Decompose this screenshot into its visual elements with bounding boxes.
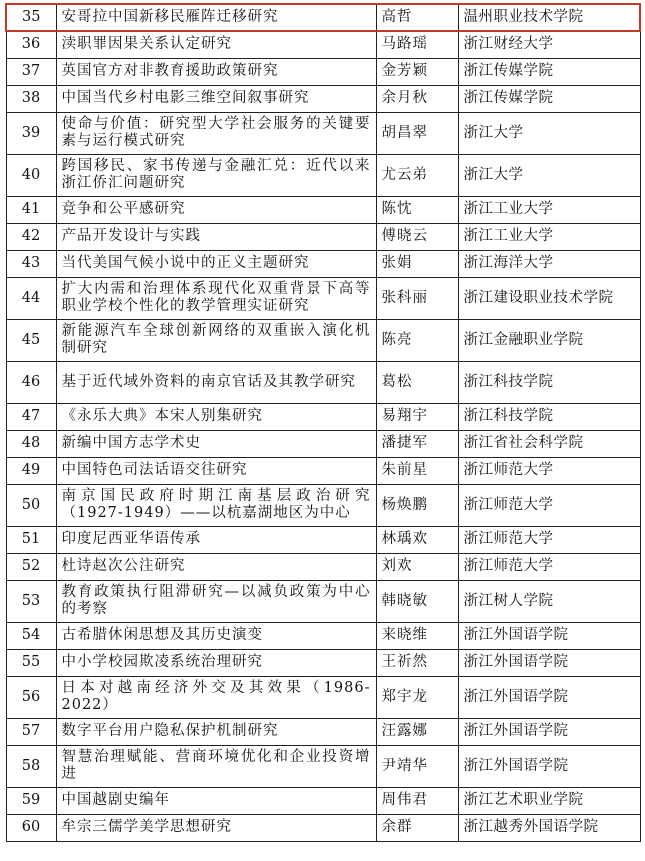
project-table: [5, 3, 641, 842]
researcher-name: 易翔宇: [376, 403, 458, 430]
project-title: 新编中国方志学术史: [56, 430, 376, 457]
row-number: 45: [6, 319, 56, 361]
table-row[interactable]: [6, 31, 640, 58]
institution: 浙江工业大学: [458, 223, 640, 250]
project-title: 中国当代乡村电影三维空间叙事研究: [56, 85, 376, 112]
institution: 浙江科技学院: [458, 361, 640, 403]
project-title: 跨国移民、家书传递与金融汇兑：近代以来浙江侨汇问题研究: [56, 154, 376, 196]
project-title: 渎职罪因果关系认定研究: [56, 31, 376, 58]
table-row[interactable]: [6, 250, 640, 277]
table-row[interactable]: [6, 676, 640, 718]
researcher-name: 余月秋: [376, 85, 458, 112]
researcher-name: 尤云弟: [376, 154, 458, 196]
researcher-name: 马路瑶: [376, 31, 458, 58]
row-number: 60: [6, 814, 56, 841]
institution: 温州职业技术学院: [458, 4, 640, 31]
researcher-name: 来晓维: [376, 622, 458, 649]
project-title: 竞争和公平感研究: [56, 196, 376, 223]
project-title: 牟宗三儒学美学思想研究: [56, 814, 376, 841]
project-title: 使命与价值：研究型大学社会服务的关键要素与运行模式研究: [56, 112, 376, 154]
row-number: 39: [6, 112, 56, 154]
project-title: 安哥拉中国新移民雁阵迁移研究: [56, 4, 376, 31]
table-row[interactable]: [6, 112, 640, 154]
researcher-name: 尹靖华: [376, 745, 458, 787]
institution: 浙江师范大学: [458, 484, 640, 526]
institution: 浙江建设职业技术学院: [458, 277, 640, 319]
row-number: 43: [6, 250, 56, 277]
institution: 浙江金融职业学院: [458, 319, 640, 361]
row-number: 46: [6, 361, 56, 403]
row-number: 50: [6, 484, 56, 526]
institution: 浙江传媒学院: [458, 85, 640, 112]
institution: 浙江师范大学: [458, 553, 640, 580]
table-row[interactable]: [6, 457, 640, 484]
researcher-name: 周伟君: [376, 787, 458, 814]
project-title: 古希腊休闲思想及其历史演变: [56, 622, 376, 649]
institution: 浙江外国语学院: [458, 718, 640, 745]
row-number: 44: [6, 277, 56, 319]
project-title: 印度尼西亚华语传承: [56, 526, 376, 553]
table-row[interactable]: [6, 580, 640, 622]
institution: 浙江大学: [458, 154, 640, 196]
table-row[interactable]: [6, 430, 640, 457]
researcher-name: 胡昌翠: [376, 112, 458, 154]
institution: 浙江大学: [458, 112, 640, 154]
project-title: 产品开发设计与实践: [56, 223, 376, 250]
researcher-name: 杨焕鹏: [376, 484, 458, 526]
table-row[interactable]: [6, 553, 640, 580]
researcher-name: 郑宇龙: [376, 676, 458, 718]
row-number: 47: [6, 403, 56, 430]
table-row[interactable]: [6, 85, 640, 112]
row-number: 51: [6, 526, 56, 553]
row-number: 42: [6, 223, 56, 250]
row-number: 41: [6, 196, 56, 223]
institution: 浙江师范大学: [458, 457, 640, 484]
table-row[interactable]: [6, 277, 640, 319]
row-number: 40: [6, 154, 56, 196]
researcher-name: 葛松: [376, 361, 458, 403]
researcher-name: 汪露娜: [376, 718, 458, 745]
row-number: 54: [6, 622, 56, 649]
researcher-name: 陈亮: [376, 319, 458, 361]
table-row-selected[interactable]: [6, 4, 640, 31]
researcher-name: 陈忱: [376, 196, 458, 223]
project-title: 日本对越南经济外交及其效果（1986-2022）: [56, 676, 376, 718]
row-number: 56: [6, 676, 56, 718]
institution: 浙江外国语学院: [458, 649, 640, 676]
table-row[interactable]: [6, 223, 640, 250]
row-number: 35: [6, 4, 56, 31]
table-row[interactable]: [6, 154, 640, 196]
project-title: 数字平台用户隐私保护机制研究: [56, 718, 376, 745]
table-row[interactable]: [6, 622, 640, 649]
institution: 浙江外国语学院: [458, 676, 640, 718]
researcher-name: 朱前星: [376, 457, 458, 484]
project-title: 智慧治理赋能、营商环境优化和企业投资增进: [56, 745, 376, 787]
table-row[interactable]: [6, 196, 640, 223]
researcher-name: 王祈然: [376, 649, 458, 676]
institution: 浙江越秀外国语学院: [458, 814, 640, 841]
institution: 浙江科技学院: [458, 403, 640, 430]
project-title: 《永乐大典》本宋人别集研究: [56, 403, 376, 430]
table-row[interactable]: [6, 58, 640, 85]
project-title: 当代美国气候小说中的正义主题研究: [56, 250, 376, 277]
project-title: 新能源汽车全球创新网络的双重嵌入演化机制研究: [56, 319, 376, 361]
institution: 浙江省社会科学院: [458, 430, 640, 457]
table-row[interactable]: [6, 484, 640, 526]
row-number: 36: [6, 31, 56, 58]
institution: 浙江师范大学: [458, 526, 640, 553]
project-title: 南京国民政府时期江南基层政治研究（1927-1949）——以杭嘉湖地区为中心: [56, 484, 376, 526]
project-title: 中小学校园欺凌系统治理研究: [56, 649, 376, 676]
researcher-name: 张科丽: [376, 277, 458, 319]
row-number: 48: [6, 430, 56, 457]
project-title: 中国越剧史编年: [56, 787, 376, 814]
row-number: 52: [6, 553, 56, 580]
researcher-name: 张娟: [376, 250, 458, 277]
table-row[interactable]: [6, 745, 640, 787]
institution: 浙江树人学院: [458, 580, 640, 622]
project-title: 教育政策执行阻滞研究—以减负政策为中心的考察: [56, 580, 376, 622]
project-title: 英国官方对非教育援助政策研究: [56, 58, 376, 85]
table-row[interactable]: [6, 526, 640, 553]
institution: 浙江外国语学院: [458, 745, 640, 787]
researcher-name: 高哲: [376, 4, 458, 31]
institution: 浙江传媒学院: [458, 58, 640, 85]
row-number: 53: [6, 580, 56, 622]
row-number: 59: [6, 787, 56, 814]
researcher-name: 金芳颖: [376, 58, 458, 85]
row-number: 57: [6, 718, 56, 745]
institution: 浙江艺术职业学院: [458, 787, 640, 814]
table-row[interactable]: [6, 649, 640, 676]
project-title: 中国特色司法话语交往研究: [56, 457, 376, 484]
researcher-name: 林瑀欢: [376, 526, 458, 553]
researcher-name: 韩晓敏: [376, 580, 458, 622]
project-title: 基于近代域外资料的南京官话及其教学研究: [56, 361, 376, 403]
institution: 浙江财经大学: [458, 31, 640, 58]
institution: 浙江海洋大学: [458, 250, 640, 277]
table-row[interactable]: [6, 403, 640, 430]
table-row[interactable]: [6, 361, 640, 403]
project-title: 杜诗赵次公注研究: [56, 553, 376, 580]
table-row[interactable]: [6, 814, 640, 841]
table-row[interactable]: [6, 718, 640, 745]
row-number: 58: [6, 745, 56, 787]
row-number: 38: [6, 85, 56, 112]
researcher-name: 傅晓云: [376, 223, 458, 250]
researcher-name: 余群: [376, 814, 458, 841]
table-row[interactable]: [6, 787, 640, 814]
researcher-name: 潘捷军: [376, 430, 458, 457]
row-number: 37: [6, 58, 56, 85]
institution: 浙江外国语学院: [458, 622, 640, 649]
project-title: 扩大内需和治理体系现代化双重背景下高等职业学校个性化的教学管理实证研究: [56, 277, 376, 319]
row-number: 55: [6, 649, 56, 676]
institution: 浙江工业大学: [458, 196, 640, 223]
researcher-name: 刘欢: [376, 553, 458, 580]
table-row[interactable]: [6, 319, 640, 361]
row-number: 49: [6, 457, 56, 484]
